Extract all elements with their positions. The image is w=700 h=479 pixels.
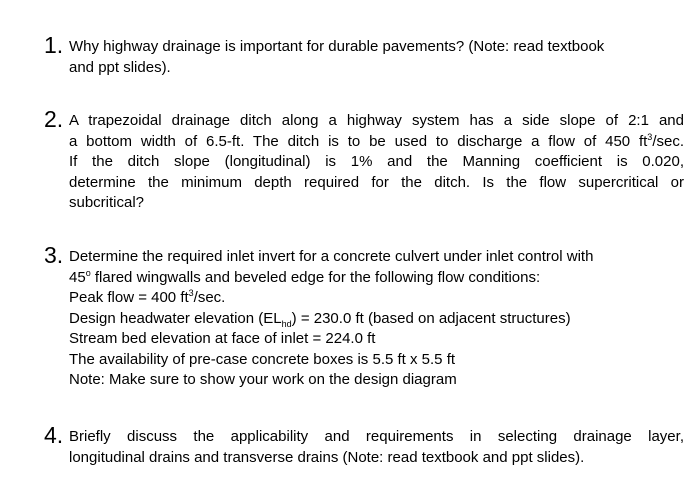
headwater-line bbox=[69, 309, 684, 330]
question-text bbox=[69, 37, 684, 78]
text-segment: Peak flow = 400 ft bbox=[69, 289, 189, 306]
superscript: 3 bbox=[647, 131, 653, 142]
text-segment: /sec. bbox=[193, 289, 226, 306]
text-segment: a bottom width of 6.5-ft. The ditch is to be used to discharge a flow of 450 ft bbox=[69, 132, 648, 150]
question-text bbox=[69, 427, 684, 468]
text-line: Determine the required inlet invert for a concrete culvert under inlet control with bbox=[69, 248, 594, 265]
text-segment: flared wingwalls and beveled edge for the following flow conditions: bbox=[94, 268, 541, 286]
note-line: Note: Make sure to show your work on the design diagram bbox=[69, 371, 457, 388]
text-line bbox=[69, 132, 684, 153]
text-line bbox=[69, 268, 684, 289]
question-text bbox=[69, 247, 684, 391]
text-line: Why highway drainage is important for durable pavements? (Note: read textbook bbox=[69, 38, 605, 55]
question-text bbox=[69, 111, 684, 214]
text-line: determine the minimum depth required for the ditch. Is the flow supercritical or bbox=[69, 173, 684, 191]
question-number: 3. bbox=[44, 242, 64, 268]
peak-flow-line bbox=[69, 288, 684, 309]
question-number: 1. bbox=[44, 32, 64, 58]
question-number: 2. bbox=[44, 106, 64, 132]
text-segment: 45 bbox=[69, 268, 86, 286]
text-segment: /sec. bbox=[652, 132, 684, 150]
question-number: 4. bbox=[44, 422, 64, 448]
text-line: If the ditch slope (longitudinal) is 1% and the Manning coefficient is 0.020, bbox=[69, 153, 684, 170]
question-4 bbox=[44, 422, 684, 468]
superscript: o bbox=[85, 267, 91, 278]
question-3 bbox=[44, 242, 684, 391]
text-line: subcritical? bbox=[69, 194, 145, 211]
text-segment: Design headwater elevation (EL bbox=[69, 309, 282, 327]
text-line: A trapezoidal drainage ditch along a highway system has a side slope of 2:1 and bbox=[69, 112, 684, 129]
stream-bed-line: Stream bed elevation at face of inlet = 224.0 ft bbox=[69, 330, 376, 347]
question-2 bbox=[44, 106, 684, 214]
text-line: longitudinal drains and transverse drains (Note: read textbook and ppt slides). bbox=[69, 448, 585, 466]
superscript: 3 bbox=[188, 288, 194, 298]
text-segment: ) = 230.0 ft (based on adjacent structures) bbox=[291, 309, 571, 327]
text-line: and ppt slides). bbox=[69, 58, 171, 76]
text-line: Briefly discuss the applicability and requirements in selecting drainage layer, bbox=[69, 428, 684, 445]
subscript: hd bbox=[281, 318, 292, 329]
question-1 bbox=[44, 32, 684, 78]
availability-line: The availability of pre-case concrete boxes is 5.5 ft x 5.5 ft bbox=[69, 350, 456, 368]
